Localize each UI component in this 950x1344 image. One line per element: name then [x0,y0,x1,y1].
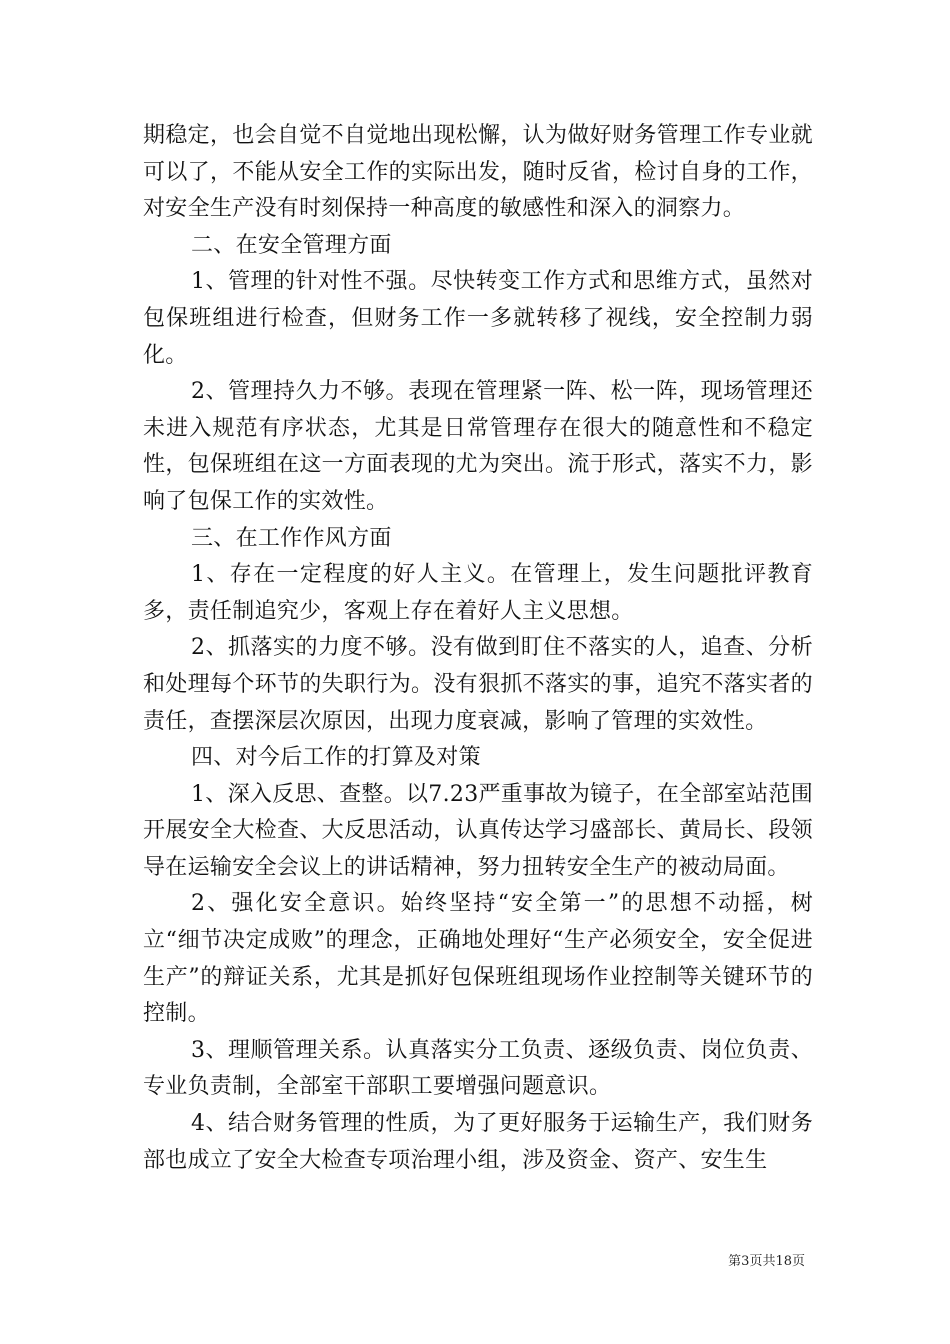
section-heading-future-plans: 四、对今后工作的打算及对策 [191,745,481,771]
paragraph-item: 2、抓落实的力度不够。没有做到盯住不落实的人，追查、分析和处理每个环节的失职行为。没有狠抓不落实的事，追究不落实者的责任，查摆深层次原因，出现力度衰减，影响了管理的实效性。 [143,635,813,734]
paragraph-continuation: 期稳定，也会自觉不自觉地出现松懈，认为做好财务管理工作专业就可以了，不能从安全工作的实际出发，随时反省，检讨自身的工作，对安全生产没有时刻保持一种高度的敏感性和深入的洞察力。 [143,123,813,222]
page-number: 第3页共18页 [728,1254,805,1269]
paragraph-item: 1、管理的针对性不强。尽快转变工作方式和思维方式，虽然对包保班组进行检查，但财务工作一多就转移了视线，安全控制力弱化。 [143,269,813,368]
section-heading-work-style: 三、在工作作风方面 [191,525,392,551]
paragraph-item: 2、强化安全意识。始终坚持“安全第一”的思想不动摇，树立“细节决定成败”的理念，正确地处理好“生产必须安全，安全促进生产”的辩证关系，尤其是抓好包保班组现场作业控制等关键环节的控制。 [143,891,813,1027]
paragraph-item: 1、存在一定程度的好人主义。在管理上，发生问题批评教育多，责任制追究少，客观上存在着好人主义思想。 [143,562,813,624]
section-heading-safety-management: 二、在安全管理方面 [191,232,392,258]
paragraph-item: 4、结合财务管理的性质，为了更好服务于运输生产，我们财务部也成立了安全大检查专项治理小组，涉及资金、资产、安生生 [143,1111,813,1173]
document-body [143,118,813,1179]
paragraph-item: 3、理顺管理关系。认真落实分工负责、逐级负责、岗位负责、专业负责制，全部室干部职工要增强问题意识。 [143,1037,813,1100]
paragraph-item: 2、管理持久力不够。表现在管理紧一阵、松一阵，现场管理还未进入规范有序状态，尤其是日常管理存在很大的随意性和不稳定性，包保班组在这一方面表现的尤为突出。流于形式，落实不力，影响了包保工作的实效性。 [143,379,813,514]
paragraph-item: 1、深入反思、查整。以7.23严重事故为镜子，在全部室站范围开展安全大检查、大反思活动，认真传达学习盛部长、黄局长、段领导在运输安全会议上的讲话精神，努力扭转安全生产的被动局面。 [143,781,813,880]
